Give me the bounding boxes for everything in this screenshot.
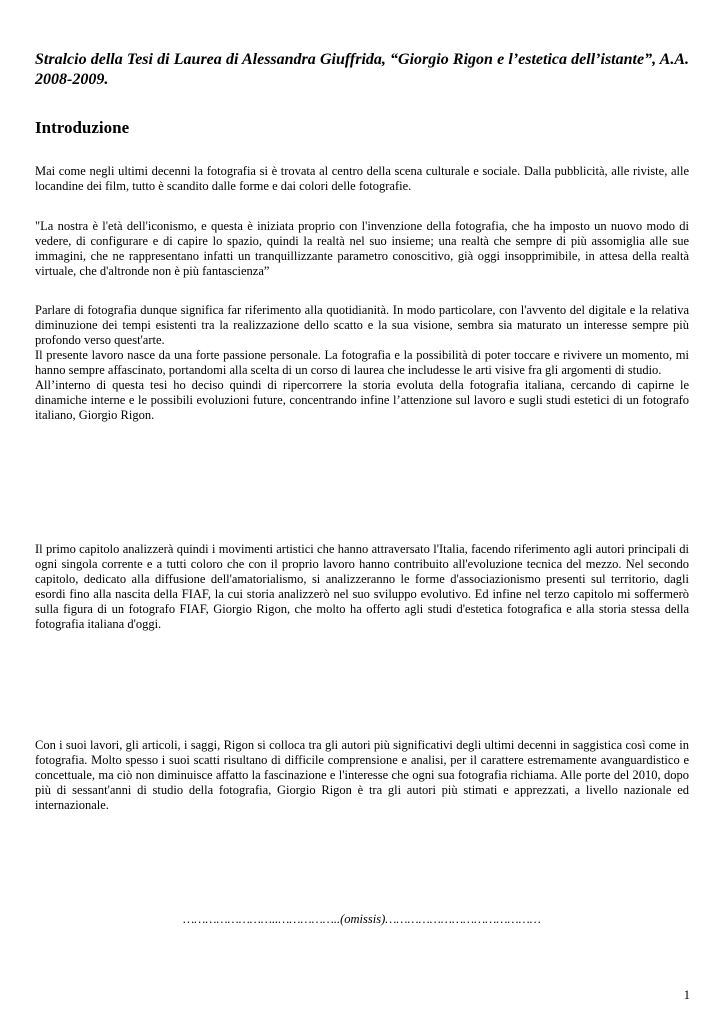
document-title: Stralcio della Tesi di Laurea di Alessandra Giuffrida, “Giorgio Rigon e l’estetica dell’istante”, A.A. 2008-2009.: [35, 51, 689, 88]
paragraph-4: Il primo capitolo analizzerà quindi i movimenti artistici che hanno attraversato l'Italia, facendo riferimento agli autori principali di ogni singola corrente e a tutti coloro che con il proprio lavoro hanno contribuito all'evoluzione tecnica del mezzo. Nel secondo capitolo, dedicato alla diffusione dell'amatorialismo, si analizzeranno le forme d'associazionismo presenti sul territorio, dagli esordi fino alla nascita della FIAF, la cui storia analizzerò nel suo sviluppo evolutivo. Ed infine nel terzo capitolo mi soffermerò sulla figura di un fotografo FIAF, Giorgio Rigon, che molto ha offerto agli studi d'estetica fotografica e alla storia stessa della fotografia italiana d'oggi.: [35, 542, 689, 631]
paragraph-1: Mai come negli ultimi decenni la fotografia si è trovata al centro della scena culturale e sociale. Dalla pubblicità, alle riviste, alle locandine dei film, tutto è scandito dalle forme e dai colori delle fotografie.: [35, 164, 689, 193]
paragraph-5: Con i suoi lavori, gli articoli, i saggi, Rigon si colloca tra gli autori più significativi degli ultimi decenni in saggistica così come in fotografia. Molto spesso i suoi scatti risultano di difficile comprensione e analisi, per il carattere estremamente avanguardistico e concettuale, ma ciò non diminuisce affatto la fascinazione e l'interesse che ogni sua fotografia richiama. Alle porte del 2010, dopo più di sessant'anni di studio della fotografia, Giorgio Rigon è tra gli autori più stimati e apprezzati, a livello nazionale ed internazionale.: [35, 738, 689, 812]
omissis-line: ……………………..……………..(omissis)……………………………………: [183, 912, 541, 926]
page-number: 1: [683, 988, 690, 1002]
section-heading: Introduzione: [35, 118, 130, 137]
paragraph-3: Parlare di fotografia dunque significa far riferimento alla quotidianità. In modo particolare, con l'avvento del digitale e la relativa diminuzione dei tempi esistenti tra la realizzazione dello scatto e la sua visione, sembra sia maturato un interesse sempre più profondo verso quest'arte. Il presente lavoro nasce da una forte passione personale. La fotografia e la possibilità di poter toccare e rivivere un momento, mi hanno sempre affascinato, portandomi alla scelta di un corso di laurea che includesse le arti visive fra gli argomenti di studio. All’interno di questa tesi ho deciso quindi di ripercorrere la storia evoluta della fotografia italiana, cercando di capirne le dinamiche interne e le possibili evoluzioni future, concentrando infine l’attenzione sul lavoro e sugli studi estetici di un fotografo italiano, Giorgio Rigon.: [35, 303, 689, 422]
paragraph-quote: "La nostra è l'età dell'iconismo, e questa è iniziata proprio con l'invenzione della fotografia, che ha imposto un nuovo modo di vedere, di configurare e di capire lo spazio, quindi la realtà nel suo insieme; una realtà che sempre di più assomiglia alle sue immagini, che ne rappresentano infatti un tranquillizzante parametro conoscitivo, già oggi insopprimibile, in attesa della realtà virtuale, che d'altronde non è più fantascienza”: [35, 219, 689, 278]
